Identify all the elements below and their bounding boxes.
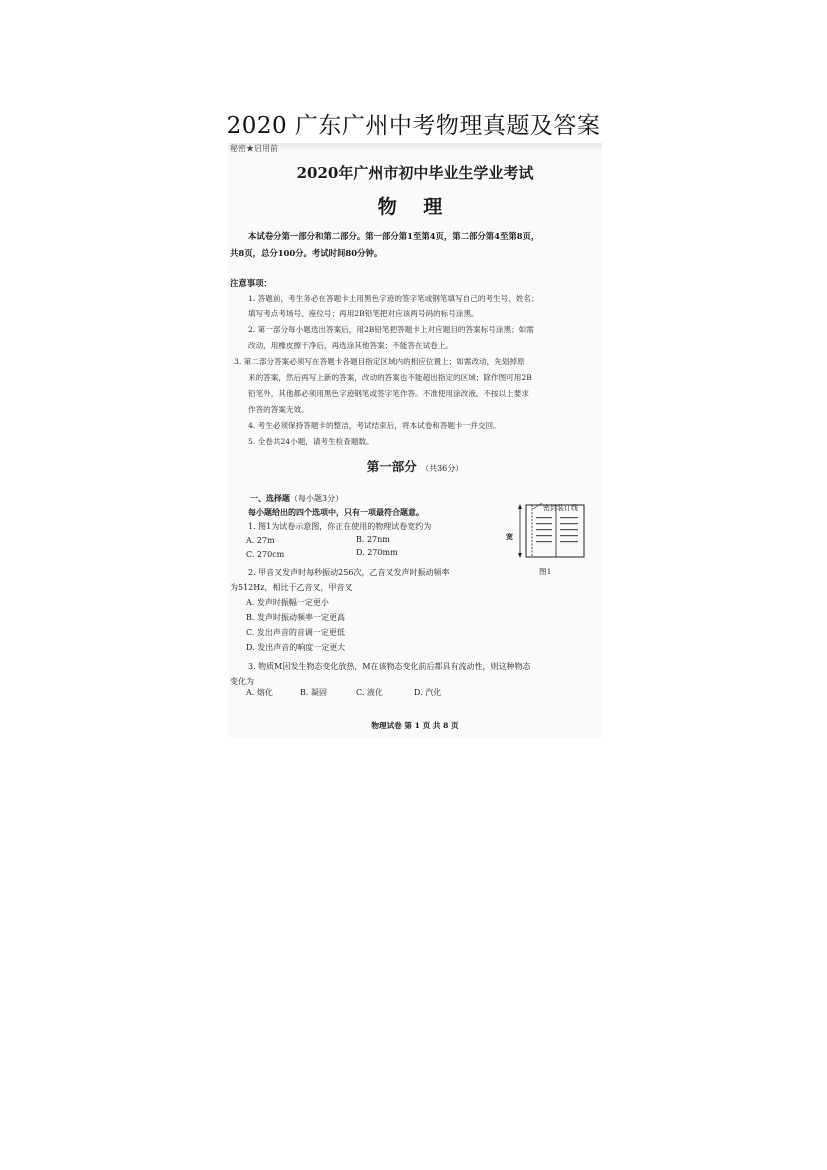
note-line: 5. 全卷共24小题，请考生检查题数。	[248, 437, 374, 446]
section-instruction: 每小题给出的四个选项中，只有一项最符合题意。	[248, 507, 424, 517]
q2-option: D. 发出声音的响度一定更大	[246, 643, 346, 652]
note-line: 铅笔外，其他都必须用黑色字迹钢笔或签字笔作答。不准使用涂改液。不按以上要求	[248, 389, 529, 398]
page-footer: 物理试卷 第 1 页 共 8 页	[371, 721, 459, 730]
note-line: 2. 第一部分每小题选出答案后，用2B铅笔把答题卡上对应题目的答案标号涂黑；如需	[248, 325, 534, 334]
q3-option: D. 汽化	[414, 688, 442, 697]
figure-width-label: 宽	[506, 532, 513, 541]
q3-option: C. 液化	[356, 688, 383, 697]
q1-option: C. 270cm	[246, 550, 285, 559]
q2-option: A. 发声时振幅一定更小	[246, 598, 329, 607]
exam-title: 2020年广州市初中毕业生学业考试	[296, 164, 534, 182]
note-line: 填写考点考场号、座位号；再用2B铅笔把对应该两号码的标号涂黑。	[248, 309, 479, 318]
part-one-heading	[228, 457, 602, 475]
scanned-exam-page	[228, 143, 602, 738]
section-score: （每小题3分）	[290, 494, 344, 503]
q3-option: A. 熔化	[246, 688, 273, 697]
figure-seal-label: 密封装订线	[543, 504, 578, 512]
intro-line: 本试卷分第一部分和第二部分。第一部分第1至第4页，第二部分第4至第8页，	[248, 231, 540, 241]
note-line: 作答的答案无效。	[248, 405, 309, 414]
part-heading-text: 第一部分	[366, 459, 417, 474]
q2-stem: 为512Hz，相比于乙音叉，甲音叉	[230, 583, 353, 592]
note-line: 改动，用橡皮擦干净后，再选涂其他答案；不能答在试卷上。	[248, 341, 454, 350]
q2-option: C. 发出声音的音调一定更低	[246, 628, 345, 637]
scan-top-edge	[228, 143, 602, 151]
intro-line: 共8页，总分100分。考试时间80分钟。	[230, 248, 383, 258]
figure-caption: 图1	[539, 567, 552, 576]
q1-option: B. 27nm	[356, 535, 390, 544]
section-heading	[250, 493, 343, 504]
part-score: （共36分）	[421, 464, 464, 473]
confidential-mark: 秘密★启用前	[230, 144, 278, 153]
q3-stem: 3. 物质M因发生物态变化放热，M在该物态变化前后都具有流动性，则这种物态	[248, 662, 531, 671]
q1-option: D. 270mm	[356, 548, 398, 557]
section-heading-text: 一、选择题	[250, 493, 290, 503]
note-line: 1. 答题前，考生务必在答题卡上用黑色字迹的签字笔或钢笔填写自己的考生号、姓名；	[248, 294, 539, 303]
document-title: 2020 广东广州中考物理真题及答案	[226, 113, 601, 139]
q1-option: A. 27m	[246, 536, 275, 545]
note-line: 3. 第二部分答案必须写在答题卡各题目指定区域内的相应位置上；如需改动，先划掉原	[234, 357, 525, 366]
q2-option: B. 发声时振动频率一定更高	[246, 613, 345, 622]
q2-stem: 2. 甲音叉发声时每秒振动256次，乙音叉发声时振动频率	[248, 568, 450, 577]
note-line: 4. 考生必须保持答题卡的整洁，考试结束后，将本试卷和答题卡一并交回。	[248, 421, 501, 430]
notes-heading: 注意事项：	[230, 278, 272, 288]
note-line: 来的答案，然后再写上新的答案，改动的答案也不能超出指定的区域；除作图可用2B	[248, 373, 532, 382]
q3-stem: 变化为	[230, 677, 254, 686]
q3-option: B. 凝固	[300, 688, 327, 697]
q1-stem: 1. 图1为试卷示意图，你正在使用的物理试卷宽约为	[248, 522, 432, 531]
subject-title: 物 理	[377, 196, 453, 218]
